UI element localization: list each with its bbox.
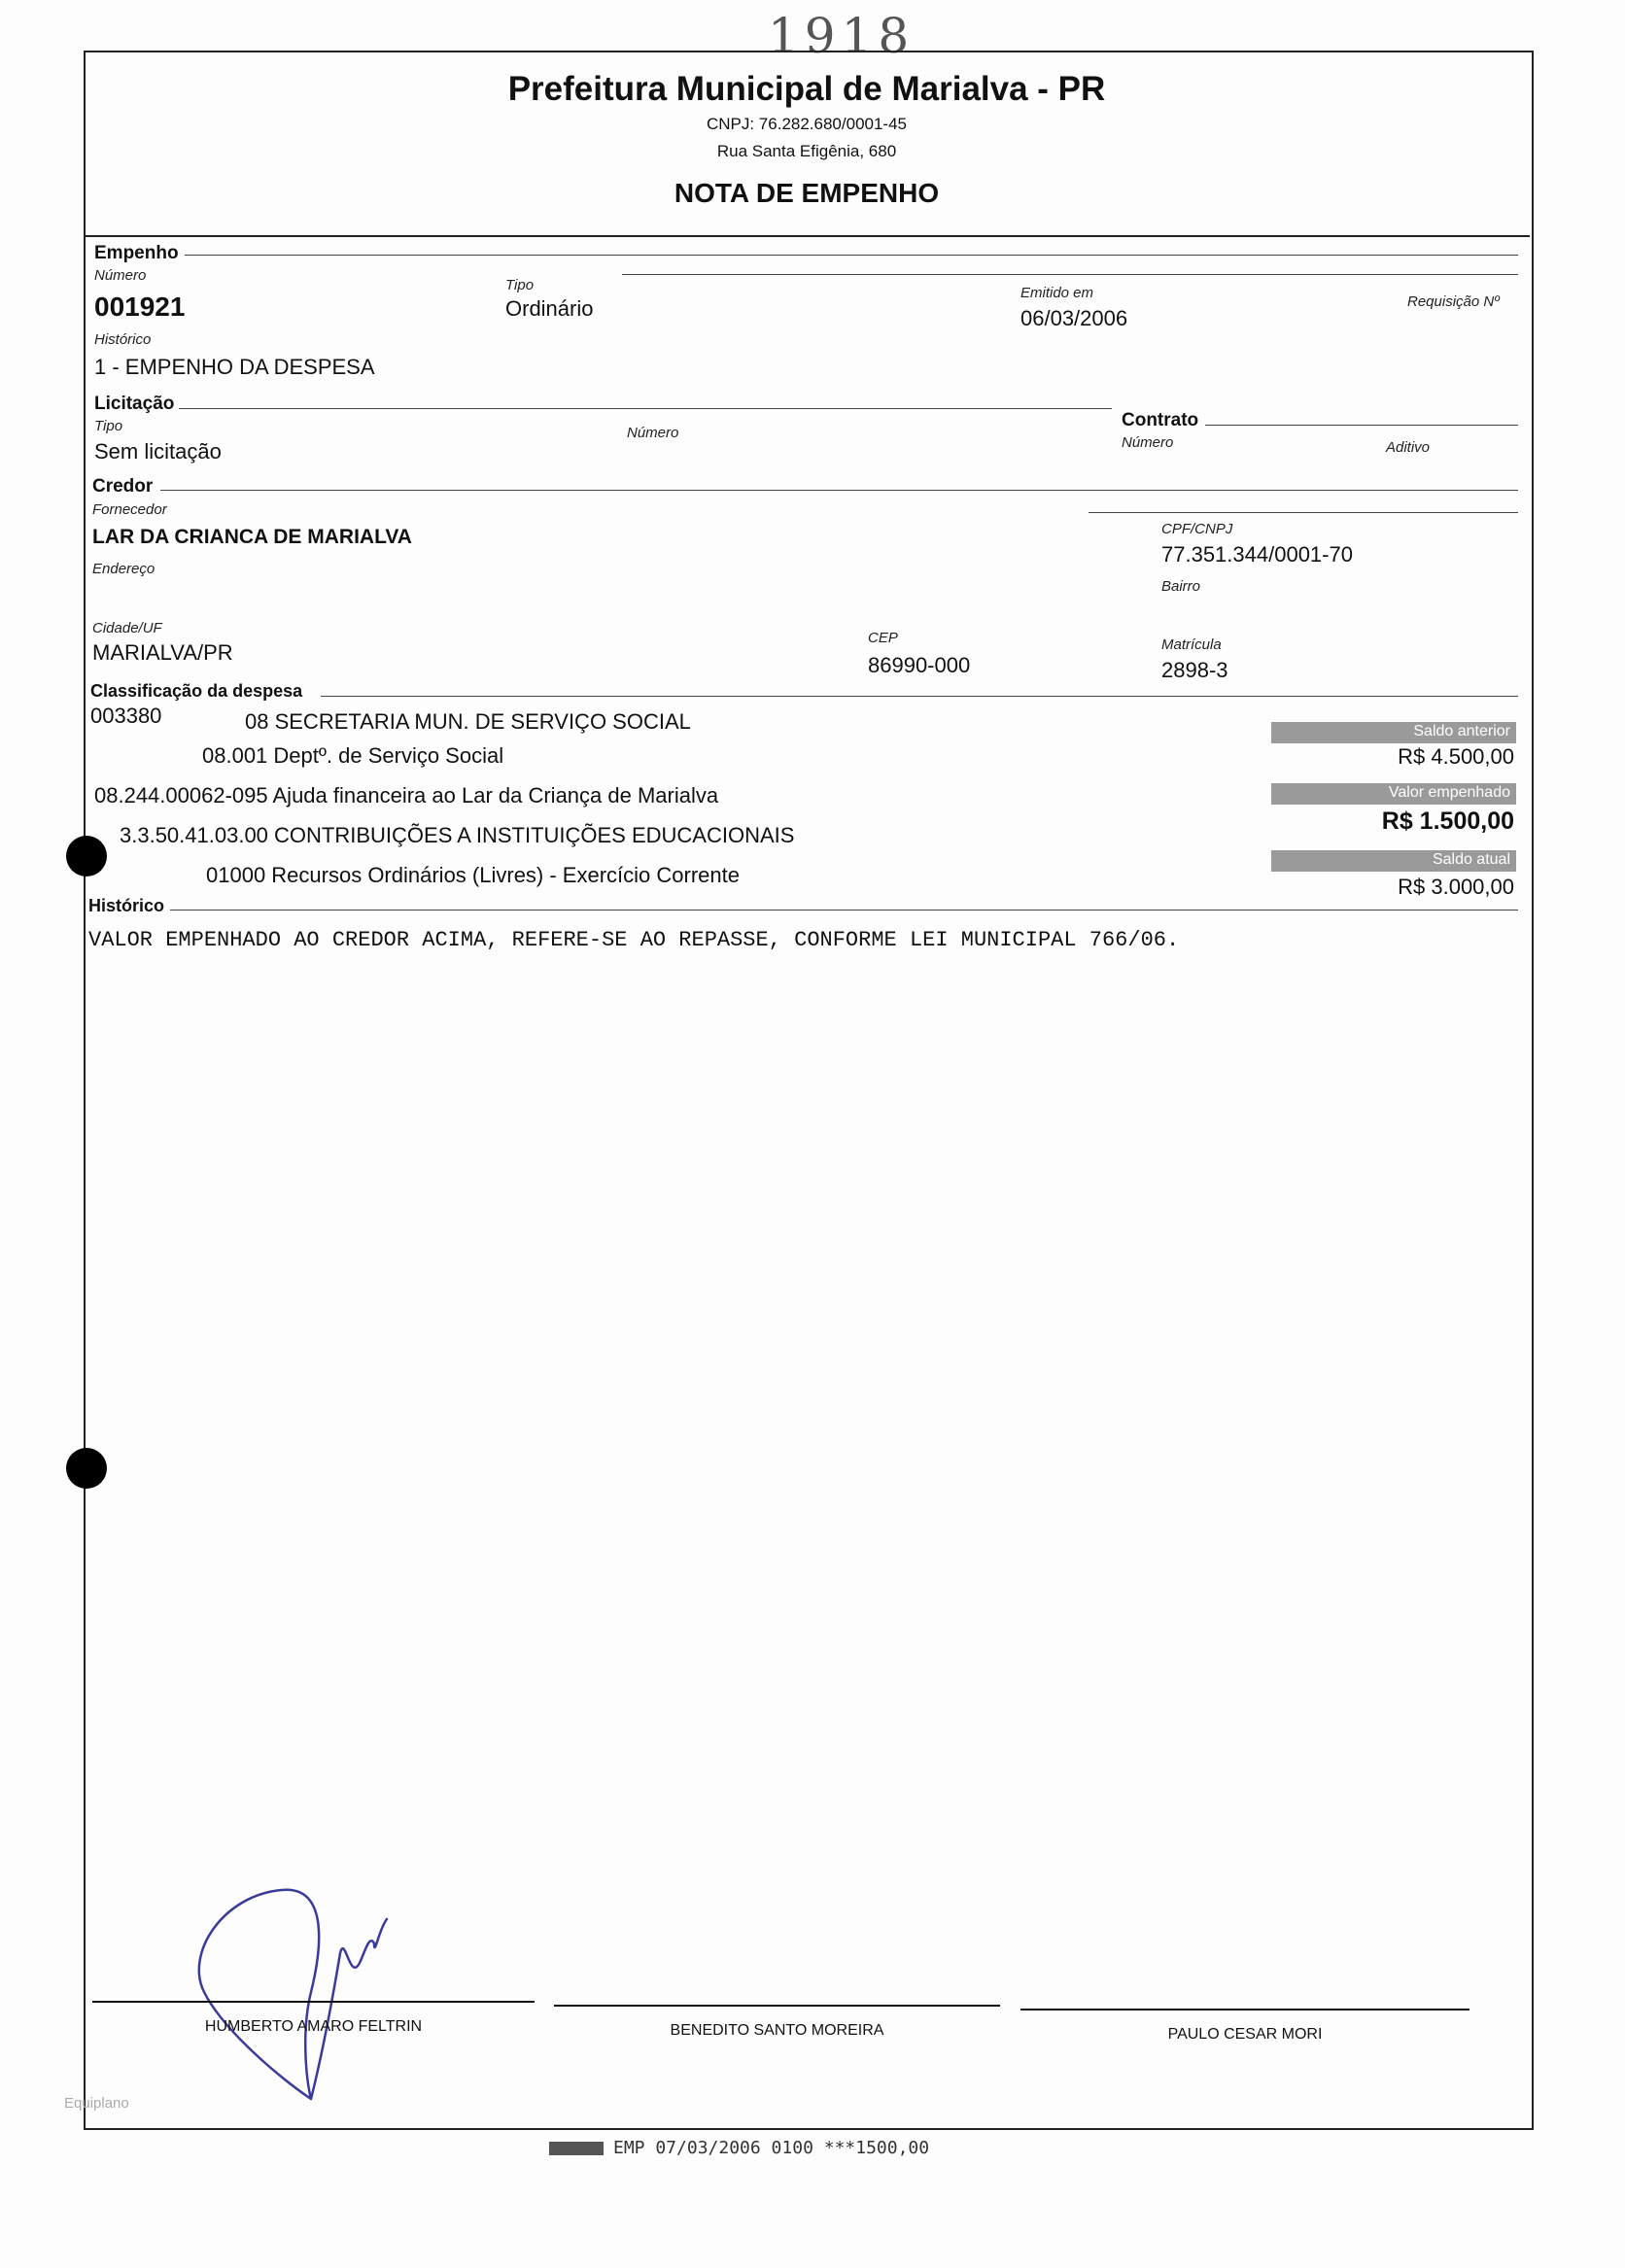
saldo-anterior-bar — [1271, 722, 1516, 743]
classificacao-line-4: 3.3.50.41.03.00 CONTRIBUIÇÕES A INSTITUIÇÕES EDUCACIONAIS — [120, 823, 795, 847]
classificacao-line-2: 08.001 Deptº. de Serviço Social — [202, 743, 504, 768]
fornecedor-label: Fornecedor — [92, 501, 167, 518]
mechanical-stamp — [549, 2138, 930, 2158]
software-footer: Equiplano — [64, 2095, 129, 2112]
signature-name-2: BENEDITO SANTO MOREIRA — [670, 2022, 884, 2039]
historico-text: VALOR EMPENHADO AO CREDOR ACIMA, REFERE-SE AO REPASSE, CONFORME LEI MUNICIPAL 766/06. — [88, 928, 1180, 952]
matricula-value: 2898-3 — [1161, 658, 1228, 682]
handwritten-page-number: 1918 — [768, 8, 916, 64]
cpf-value: 77.351.344/0001-70 — [1161, 542, 1353, 567]
cidade-value: MARIALVA/PR — [92, 640, 233, 665]
empenho-rule-2 — [622, 274, 1518, 275]
cep-value: 86990-000 — [868, 653, 971, 677]
empenho-historico: 1 - EMPENHO DA DESPESA — [94, 355, 375, 379]
requisicao-label: Requisição Nº — [1407, 293, 1500, 310]
valor-empenhado-bar — [1271, 783, 1516, 805]
signature-name-1: HUMBERTO AMARO FELTRIN — [204, 2018, 423, 2035]
licitacao-section-title: Licitação — [94, 394, 175, 414]
cpf-label: CPF/CNPJ — [1161, 521, 1233, 537]
historico-section-title: Histórico — [88, 896, 165, 915]
licitacao-numero-label: Número — [627, 425, 679, 441]
empenho-historico-label: Histórico — [94, 331, 152, 348]
stamp-logo-icon — [549, 2142, 604, 2155]
credor-section-title: Credor — [92, 476, 154, 497]
credor-rule — [160, 490, 1518, 491]
saldo-atual-value: R$ 3.000,00 — [1398, 875, 1514, 899]
binder-hole-bottom — [66, 1448, 107, 1489]
cidade-label: Cidade/UF — [92, 620, 162, 636]
contrato-aditivo-label: Aditivo — [1386, 439, 1431, 456]
empenho-numero: 001921 — [94, 292, 186, 322]
saldo-anterior-value: R$ 4.500,00 — [1398, 744, 1514, 769]
contrato-numero-label: Número — [1122, 434, 1174, 451]
signature-name-3: PAULO CESAR MORI — [1167, 2026, 1323, 2043]
page-title: Prefeitura Municipal de Marialva - PR — [507, 70, 1106, 108]
saldo-anterior-label: Saldo anterior — [1413, 723, 1510, 739]
licitacao-tipo-label: Tipo — [94, 418, 123, 434]
valor-empenhado-value: R$ 1.500,00 — [1381, 808, 1514, 835]
credor-rule-2 — [1089, 512, 1518, 513]
header-address: Rua Santa Efigênia, 680 — [716, 142, 897, 160]
signature-line-1 — [92, 2001, 535, 2003]
valor-empenhado-label: Valor empenhado — [1388, 784, 1510, 801]
emitido-label: Emitido em — [1020, 285, 1094, 301]
endereco-label: Endereço — [92, 561, 156, 577]
handwritten-signature — [165, 1875, 428, 2118]
licitacao-tipo: Sem licitação — [94, 439, 222, 464]
empenho-section-title: Empenho — [94, 243, 179, 263]
classificacao-code: 003380 — [90, 704, 162, 728]
classificacao-line-5: 01000 Recursos Ordinários (Livres) - Exercício Corrente — [206, 863, 740, 887]
empenho-rule — [185, 255, 1518, 256]
emitido-date: 06/03/2006 — [1020, 306, 1128, 330]
contrato-section-title: Contrato — [1122, 410, 1199, 430]
header-cnpj: CNPJ: 76.282.680/0001-45 — [706, 115, 908, 133]
document-type-title: NOTA DE EMPENHO — [674, 178, 940, 208]
fornecedor-name: LAR DA CRIANCA DE MARIALVA — [92, 526, 412, 548]
licitacao-rule — [179, 408, 1112, 409]
matricula-label: Matrícula — [1161, 636, 1222, 653]
header-divider — [86, 235, 1530, 237]
bairro-label: Bairro — [1161, 578, 1201, 595]
signature-line-3 — [1020, 2009, 1469, 2010]
empenho-tipo-label: Tipo — [505, 277, 535, 293]
classificacao-section-title: Classificação da despesa — [90, 681, 303, 701]
saldo-atual-bar — [1271, 850, 1516, 872]
classificacao-line-1: 08 SECRETARIA MUN. DE SERVIÇO SOCIAL — [245, 709, 691, 734]
stamp-text: EMP 07/03/2006 0100 ***1500,00 — [613, 2138, 930, 2158]
signature-line-2 — [554, 2005, 1000, 2007]
saldo-atual-label: Saldo atual — [1432, 851, 1510, 868]
contrato-rule — [1205, 425, 1518, 426]
classificacao-rule — [321, 696, 1518, 697]
empenho-tipo: Ordinário — [505, 296, 594, 321]
empenho-numero-label: Número — [94, 267, 147, 284]
classificacao-line-3: 08.244.00062-095 Ajuda financeira ao Lar da Criança de Marialva — [94, 783, 719, 808]
historico-rule — [170, 910, 1518, 911]
binder-hole-top — [66, 836, 107, 876]
cep-label: CEP — [868, 630, 898, 646]
